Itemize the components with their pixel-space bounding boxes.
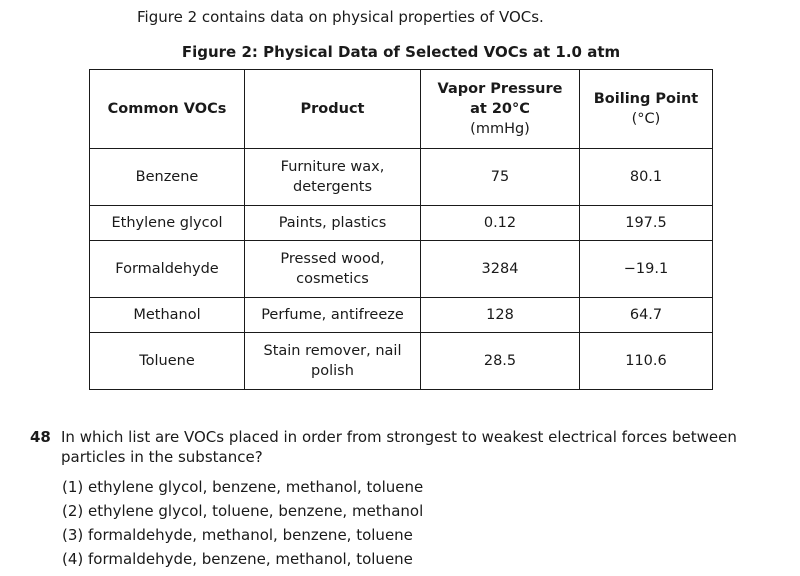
- cell-product: Pressed wood, cosmetics: [245, 241, 421, 298]
- header-boiling-point: [580, 70, 713, 149]
- answer-option-4[interactable]: (4) formaldehyde, benzene, methanol, toluene: [62, 550, 413, 568]
- answer-option-1[interactable]: (1) ethylene glycol, benzene, methanol, toluene: [62, 478, 424, 496]
- cell-vapor-pressure: 128: [421, 298, 580, 333]
- table-row-benzene: [90, 149, 713, 206]
- header-boiling-point-unit: (°C): [631, 111, 661, 127]
- header-boiling-point-label: Boiling Point: [593, 91, 699, 107]
- header-product: [245, 70, 421, 149]
- cell-voc: Formaldehyde: [90, 241, 245, 298]
- cell-voc: Methanol: [90, 298, 245, 333]
- header-common-vocs-label: Common VOCs: [107, 101, 227, 117]
- cell-product: Stain remover, nail polish: [245, 333, 421, 390]
- header-vapor-pressure-line2: at 20°C: [470, 101, 530, 117]
- cell-vapor-pressure: 3284: [421, 241, 580, 298]
- table-row-formaldehyde: [90, 241, 713, 298]
- table-row-toluene: [90, 333, 713, 390]
- voc-data-table: [89, 69, 713, 390]
- answer-option-3[interactable]: (3) formaldehyde, methanol, benzene, toluene: [62, 526, 413, 544]
- table-row-methanol: [90, 298, 713, 333]
- question-number: 48: [30, 428, 51, 446]
- cell-boiling-point: −19.1: [580, 241, 713, 298]
- cell-product: Perfume, antifreeze: [245, 298, 421, 333]
- cell-vapor-pressure: 0.12: [421, 206, 580, 241]
- header-vapor-pressure: [421, 70, 580, 149]
- header-common-vocs: [90, 70, 245, 149]
- header-vapor-pressure-line1: Vapor Pressure: [437, 81, 563, 97]
- answer-option-2[interactable]: (2) ethylene glycol, toluene, benzene, methanol: [62, 502, 424, 520]
- cell-boiling-point: 80.1: [580, 149, 713, 206]
- answer-options: [62, 475, 423, 571]
- cell-voc: Ethylene glycol: [90, 206, 245, 241]
- cell-boiling-point: 110.6: [580, 333, 713, 390]
- cell-boiling-point: 64.7: [580, 298, 713, 333]
- question-text: In which list are VOCs placed in order from strongest to weakest electrical forces between particles in the substance?: [61, 428, 737, 466]
- header-vapor-pressure-unit: (mmHg): [470, 121, 530, 137]
- cell-voc: Benzene: [90, 149, 245, 206]
- table-header-row: [90, 70, 713, 149]
- cell-vapor-pressure: 28.5: [421, 333, 580, 390]
- header-product-label: Product: [300, 101, 365, 117]
- figure-title: Figure 2: Physical Data of Selected VOCs at 1.0 atm: [181, 43, 621, 61]
- cell-voc: Toluene: [90, 333, 245, 390]
- intro-text: Figure 2 contains data on physical properties of VOCs.: [137, 8, 544, 26]
- cell-product: Furniture wax, detergents: [245, 149, 421, 206]
- cell-boiling-point: 197.5: [580, 206, 713, 241]
- cell-product: Paints, plastics: [245, 206, 421, 241]
- cell-vapor-pressure: 75: [421, 149, 580, 206]
- table-row-ethylene-glycol: [90, 206, 713, 241]
